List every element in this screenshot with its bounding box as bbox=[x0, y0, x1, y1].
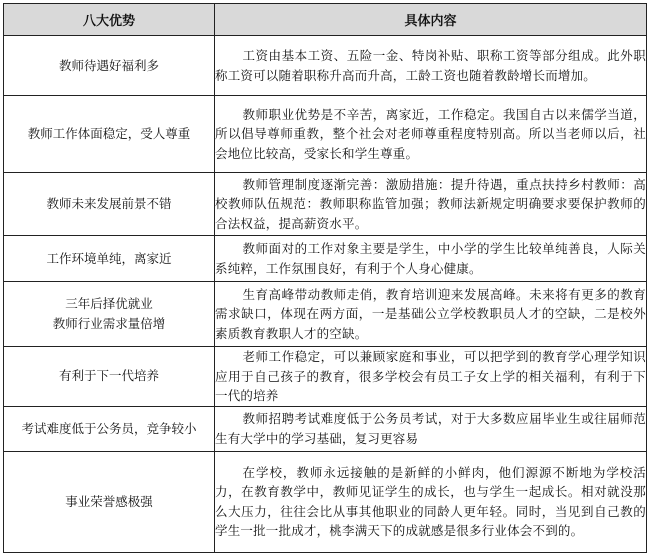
advantage-label: 教师工作体面稳定，受人尊重 bbox=[27, 126, 191, 141]
content-cell: 生育高峰带动教师走俏，教育培训迎来发展高峰。未来将有更多的教育需求缺口，体现在两方面，一是基础公立学校教职员人才的空缺，二是校外素质教育教职人才的空缺。 bbox=[215, 282, 647, 347]
table-row bbox=[4, 282, 647, 347]
advantage-label: 事业荣誉感极强 bbox=[65, 493, 153, 509]
advantage-cell bbox=[4, 236, 215, 282]
advantage-label: 三年后择优就业 bbox=[65, 296, 153, 311]
advantage-label: 有利于下一代培养 bbox=[58, 368, 159, 384]
advantage-cell bbox=[4, 406, 215, 451]
advantage-cell bbox=[4, 347, 215, 407]
advantage-cell bbox=[4, 96, 215, 173]
table-row bbox=[4, 36, 647, 96]
advantage-cell bbox=[4, 282, 215, 347]
table-row bbox=[4, 451, 647, 552]
advantage-label: 教师未来发展前景不错 bbox=[46, 196, 172, 211]
advantage-label: 工作环境单纯，离家近 bbox=[46, 250, 172, 266]
header-content: 具体内容 bbox=[215, 4, 647, 36]
content-cell: 教师面对的工作对象主要是学生，中小学的学生比较单纯善良，人际关系纯粹，工作氛围良好，有利于个人身心健康。 bbox=[215, 236, 647, 282]
header-row bbox=[4, 4, 647, 36]
advantage-cell bbox=[4, 36, 215, 96]
table-row bbox=[4, 173, 647, 236]
content-cell: 教师管理制度逐渐完善：激励措施：提升待遇，重点扶持乡村教师：高校教师队伍规范：教师职称监管加强；教师法新规定明确要求要保护教师的合法权益，提高薪资水平。 bbox=[215, 173, 647, 236]
content-cell: 在学校，教师永远接触的是新鲜的小鲜肉，他们源源不断地为学校活力，在教育教学中，教师见证学生的成长，也与学生一起成长。相对就没那么大压力，往往会比从事其他职业的同龄人更年轻。同时，当见到自己教的学生一批一批成才，桃李满天下的成就感是很多行业体会不到的。 bbox=[215, 451, 647, 552]
content-cell: 老师工作稳定，可以兼顾家庭和事业，可以把学到的教育学心理学知识应用于自己孩子的教育，很多学校会有员工子女上学的相关福利，有利于下一代的培养 bbox=[215, 347, 647, 407]
content-cell: 工资由基本工资、五险一金、特岗补贴、职称工资等部分组成。此外职称工资可以随着职称升高而升高，工龄工资也随着教龄增长而增加。 bbox=[215, 36, 647, 96]
advantage-cell bbox=[4, 451, 215, 552]
content-cell: 教师招聘考试难度低于公务员考试，对于大多数应届毕业生或往届师范生有大学中的学习基础，复习更容易 bbox=[215, 406, 647, 451]
table-row bbox=[4, 347, 647, 407]
advantage-cell bbox=[4, 173, 215, 236]
table-row bbox=[4, 406, 647, 451]
advantage-label: 考试难度低于公务员，竞争较小 bbox=[21, 420, 197, 436]
header-advantage: 八大优势 bbox=[4, 4, 215, 36]
advantage-label: 教师待遇好福利多 bbox=[58, 57, 159, 73]
content-cell: 教师职业优势是不辛苦，离家近，工作稳定。我国自古以来儒学当道，所以倡导尊师重教，整个社会对老师尊重程度特别高。所以当老师以后，社会地位比较高，受家长和学生尊重。 bbox=[215, 96, 647, 173]
table-row bbox=[4, 96, 647, 173]
advantages-table bbox=[3, 3, 647, 553]
advantage-label: 教师行业需求量倍增 bbox=[52, 316, 166, 331]
table-row bbox=[4, 236, 647, 282]
